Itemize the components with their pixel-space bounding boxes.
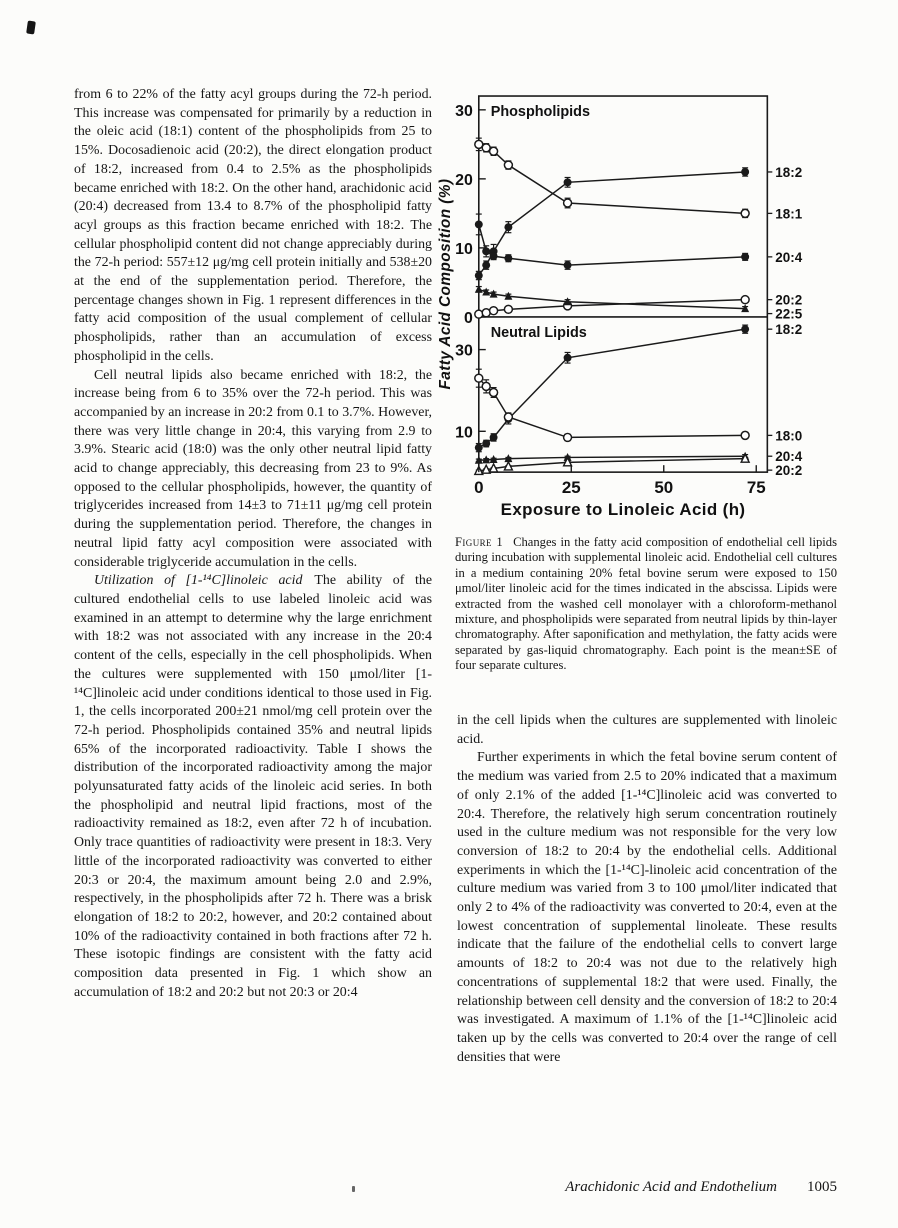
- y-tick-label: 10: [455, 240, 473, 258]
- y-tick-label: 30: [455, 102, 473, 120]
- series-label: 18:0: [775, 428, 803, 444]
- running-footer: [457, 1179, 837, 1196]
- figure-caption-text: Changes in the fatty acid composition of endothelial cell lipids during incubation with supplemental linoleic acid. Endothelial cell cultures in a medium containing 20% fetal bovine serum were exposed to 150 μmol/liter linoleic acid for the times indicated in the abscissa. Lipids were extracted from the washed cell monolayer with a chloroform-methanol mixture, and phospholipids were separated from neutral lipids by thin-layer chromatography. After saponification and methylation, the fatty acids were separated by gas-liquid chromatography. Each point is the mean±SE of four separate cultures.: [455, 535, 837, 673]
- figure-caption: [437, 535, 837, 674]
- series-18:1: [475, 138, 749, 217]
- right-column: [457, 712, 837, 1067]
- paragraph-text: The ability of the cultured endothelial cells to use labeled linoleic acid was examined in an attempt to determine why the large enrichment with 18:2 was not associated with any increase in the 20:4 content of the cells, especially in the cell phospholipids. When the cultures were supplemented with 150 μmol/liter [1-¹⁴C]linoleic acid under conditions identical to those used in Fig. 1, the cells incorporated 200±21 nmol/mg cell protein over the 72-h period. Phospholipids contained 35% and neutral lipids 65% of the incorporated radioactivity. Table I shows the distribution of the incorporated radioactivity among the major polyunsaturated fatty acids of the linoleic acid series. In both the phospholipid and neutral lipid fractions, most of the radioactivity remained as 18:2, even after 72 h of incubation. Only trace quantities of radioactivity were present in 18:3. Very little of the incorporated radioactivity was converted to either 20:3 or 20:4, the maximum amount being 2.0 and 2.9%, respectively, in the phospholipids after 72 h. There was a brisk elongation of 18:2 to 20:2, however, and 20:2 contained about 10% of the radioactivity contained in both fractions after 72 h. These isotopic findings are consistent with the fatty acid composition data presented in Fig. 1 which show an accumulation of 18:2 and 20:2 but not 20:3 or 20:4: [74, 573, 432, 1000]
- y-tick-label: 20: [455, 171, 473, 189]
- panel-title: Neutral Lipids: [490, 324, 587, 341]
- x-axis-label: Exposure to Linoleic Acid (h): [500, 499, 746, 519]
- y-tick-label: 10: [455, 424, 473, 442]
- paragraph: in the cell lipids when the cultures are supplemented with linoleic acid.: [457, 713, 837, 747]
- footer-title: Arachidonic Acid and Endothelium: [565, 1179, 777, 1195]
- series-label: 22:5: [775, 306, 803, 322]
- plot-frame: [479, 96, 768, 472]
- paragraph: Further experiments in which the fetal bovine serum content of the medium was varied from 2.5 to 20% indicated that a maximum of only 2.1% of the added [1-¹⁴C]linoleic acid was converted to 20:4. Therefore, the relatively high serum concentration routinely used in the culture medium was not responsible for the very low conversion of 18:2 to 20:4 by the endothelial cells. Additional experiments in which the [1-¹⁴C]-linoleic acid concentration of the culture medium was varied from 3 to 100 μmol/liter indicated that only 2 to 4% of the radioactivity was converted to 20:4, even at the lowest concentration of supplemental linoleate. These results indicate that the failure of the endothelial cells to convert large amounts of 18:2 to 20:4 was not due to the relatively high concentrations of supplemental 18:2 that were used. Finally, the relationship between cell density and the conversion of 18:2 to 20:4 was investigated. A maximum of 1.1% of the [1-¹⁴C]linoleic acid taken up by the cells was converted to 20:4 over the range of cell densities that were: [457, 750, 837, 1065]
- panel-neutral-lipids: [455, 322, 803, 478]
- series-label: 20:2: [775, 463, 803, 479]
- paragraph: [74, 572, 432, 1002]
- paragraph: Cell neutral lipids also became enriched with 18:2, the increase being from 6 to 35% over the 72-h period. This was accompanied by an increase in 20:2 from 0.1 to 3.7%. However, there was very little change in 20:4, this varying from 2.9 to 3.9%. Stearic acid (18:0) was the only other neutral lipid fatty acid to change appreciably, this decreasing from 23 to 9%. As opposed to the cellular phospholipids, however, the quantity of triglycerides increased from 14±3 to 71±11 μg/mg cell protein during the supplementation period. Therefore, the changes in neutral lipid fatty acyl composition were associated with considerable triglyceride accumulation in the cells.: [74, 367, 432, 570]
- series-22:5: [475, 285, 749, 312]
- figure-1-chart: [437, 82, 835, 520]
- series-label: 18:1: [775, 206, 803, 222]
- series-18:0: [475, 369, 749, 441]
- series-label: 18:2: [775, 164, 803, 180]
- left-column: [74, 86, 432, 1002]
- y-tick-label: 0: [463, 309, 473, 327]
- y-axis-label: Fatty Acid Composition (%): [437, 178, 454, 390]
- page-number: 1005: [807, 1179, 837, 1195]
- series-label: 20:4: [775, 449, 803, 465]
- series-18:2: [475, 325, 749, 452]
- section-lead: Utilization of [1-¹⁴C]linoleic acid: [94, 573, 303, 589]
- series-label: 18:2: [775, 322, 803, 338]
- series-label: 20:2: [775, 292, 803, 308]
- scan-artifact: [352, 1186, 355, 1192]
- figure-1: [437, 82, 837, 674]
- x-tick-label: 0: [474, 478, 484, 498]
- panel-phospholipids: [455, 103, 803, 327]
- paragraph: from 6 to 22% of the fatty acyl groups during the 72-h period. This increase was compensated for primarily by a reduction in the oleic acid (18:1) content of the phospholipids from 25 to 15%. Docosadienoic acid (20:2), the direct elongation product of 18:2, increased from 0.4 to 2.5% as the phospholipids became enriched with 18:2. On the other hand, arachidonic acid (20:4) decreased from 13.4 to 8.7% of the phospholipid fatty acyl groups as this fraction became enriched with 18:2. The cellular phospholipid content did not change appreciably during the 72-h period: 557±12 μg/mg cell protein initially and 538±20 at the end of the supplementation period. Therefore, the percentage changes shown in Fig. 1 represent differences in the fatty acid composition of the usual complement of cellular phospholipids, rather than an accumulation of excess phospholipid in the cells.: [74, 87, 432, 364]
- scan-artifact: [26, 21, 36, 35]
- y-tick-label: 30: [455, 342, 473, 360]
- x-tick-label: 25: [561, 478, 581, 498]
- panel-title: Phospholipids: [490, 103, 590, 120]
- x-tick-label: 75: [746, 478, 766, 498]
- figure-caption-label: Figure 1: [455, 535, 504, 549]
- series-label: 20:4: [775, 249, 803, 265]
- x-tick-label: 50: [654, 478, 674, 498]
